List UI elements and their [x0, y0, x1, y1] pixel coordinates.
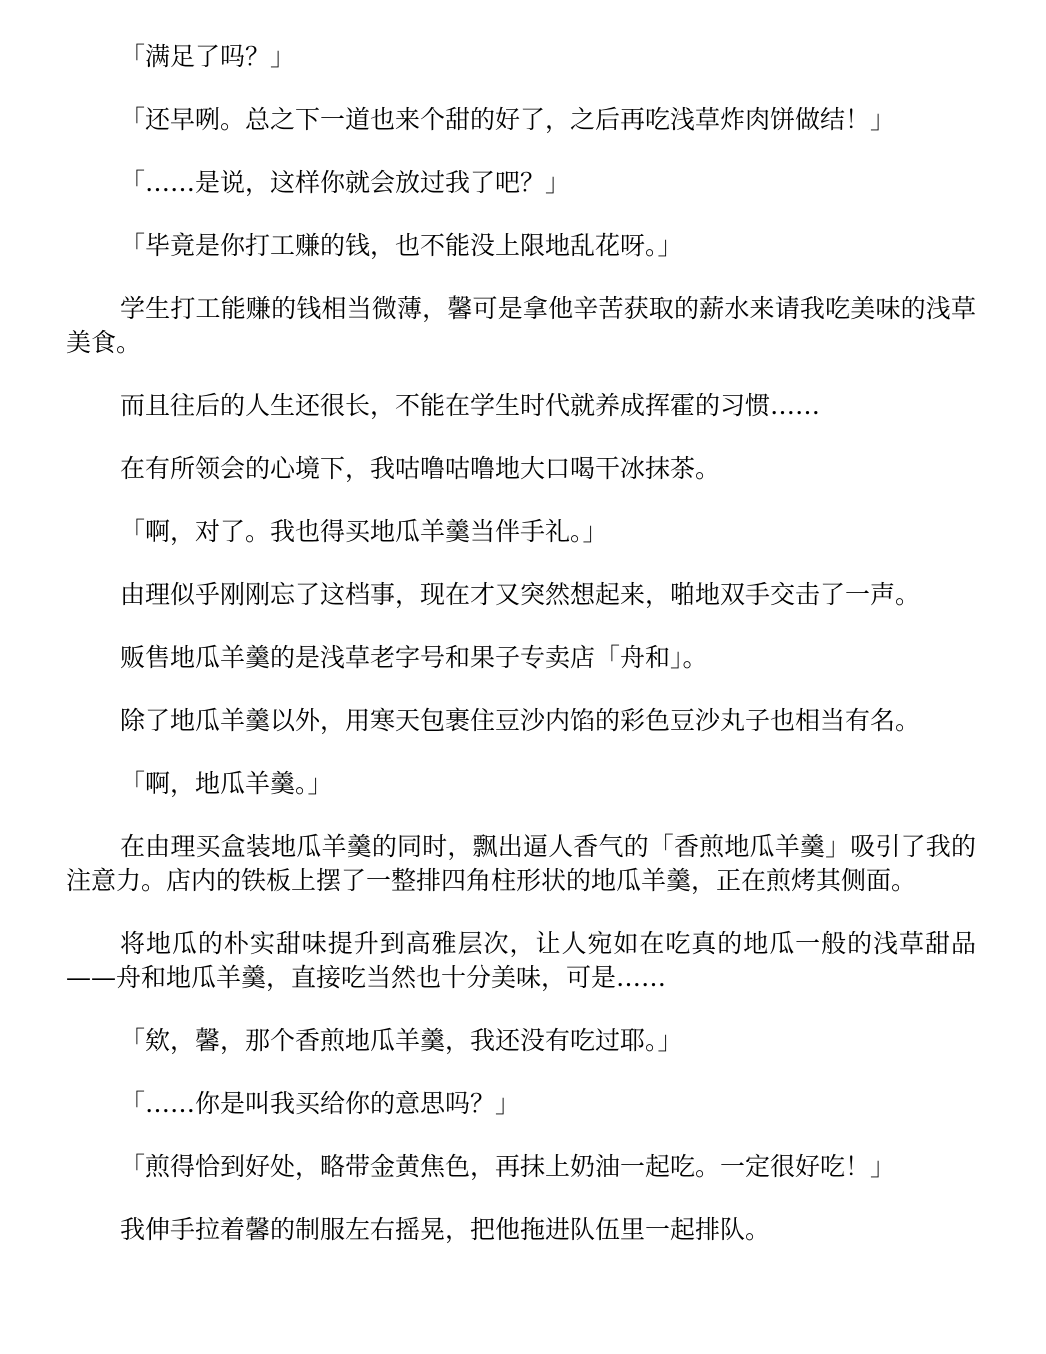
paragraph: 贩售地瓜羊羹的是浅草老字号和果子专卖店「舟和」。: [120, 643, 708, 672]
paragraph: 除了地瓜羊羹以外，用寒天包裹住豆沙内馅的彩色豆沙丸子也相当有名。: [120, 706, 921, 735]
paragraph: 在有所领会的心境下，我咕噜咕噜地大口喝干冰抹茶。: [120, 454, 721, 483]
paragraph: 「毕竟是你打工赚的钱，也不能没上限地乱花呀。」: [120, 231, 683, 260]
paragraph: 而且往后的人生还很长，不能在学生时代就养成挥霍的习惯……: [120, 391, 821, 420]
paragraph: 将地瓜的朴实甜味提升到高雅层次，让人宛如在吃真的地瓜一般的浅草甜品——舟和地瓜羊羹，直接吃当然也十分美味，可是……: [66, 929, 976, 992]
paragraph: 「啊，对了。我也得买地瓜羊羹当伴手礼。」: [120, 517, 608, 546]
paragraph: 「啊，地瓜羊羹。」: [120, 769, 333, 798]
paragraph: 在由理买盒装地瓜羊羹的同时，飘出逼人香气的「香煎地瓜羊羹」吸引了我的注意力。店内的铁板上摆了一整排四角柱形状的地瓜羊羹，正在煎烤其侧面。: [66, 832, 976, 895]
paragraph: 「还早咧。总之下一道也来个甜的好了，之后再吃浅草炸肉饼做结！」: [120, 105, 896, 134]
paragraph: 「满足了吗？」: [120, 42, 296, 71]
paragraph: 我伸手拉着馨的制服左右摇晃，把他拖进队伍里一起排队。: [120, 1215, 771, 1244]
paragraph: 「……你是叫我买给你的意思吗？」: [120, 1089, 521, 1118]
document-body: [66, 40, 976, 1276]
paragraph: 由理似乎刚刚忘了这档事，现在才又突然想起来，啪地双手交击了一声。: [120, 580, 921, 609]
paragraph: 「……是说，这样你就会放过我了吧？」: [120, 168, 571, 197]
paragraph: 学生打工能赚的钱相当微薄，馨可是拿他辛苦获取的薪水来请我吃美味的浅草美食。: [66, 294, 976, 357]
paragraph: 「煎得恰到好处，略带金黄焦色，再抹上奶油一起吃。一定很好吃！」: [120, 1152, 896, 1181]
paragraph: 「欸，馨，那个香煎地瓜羊羹，我还没有吃过耶。」: [120, 1026, 683, 1055]
